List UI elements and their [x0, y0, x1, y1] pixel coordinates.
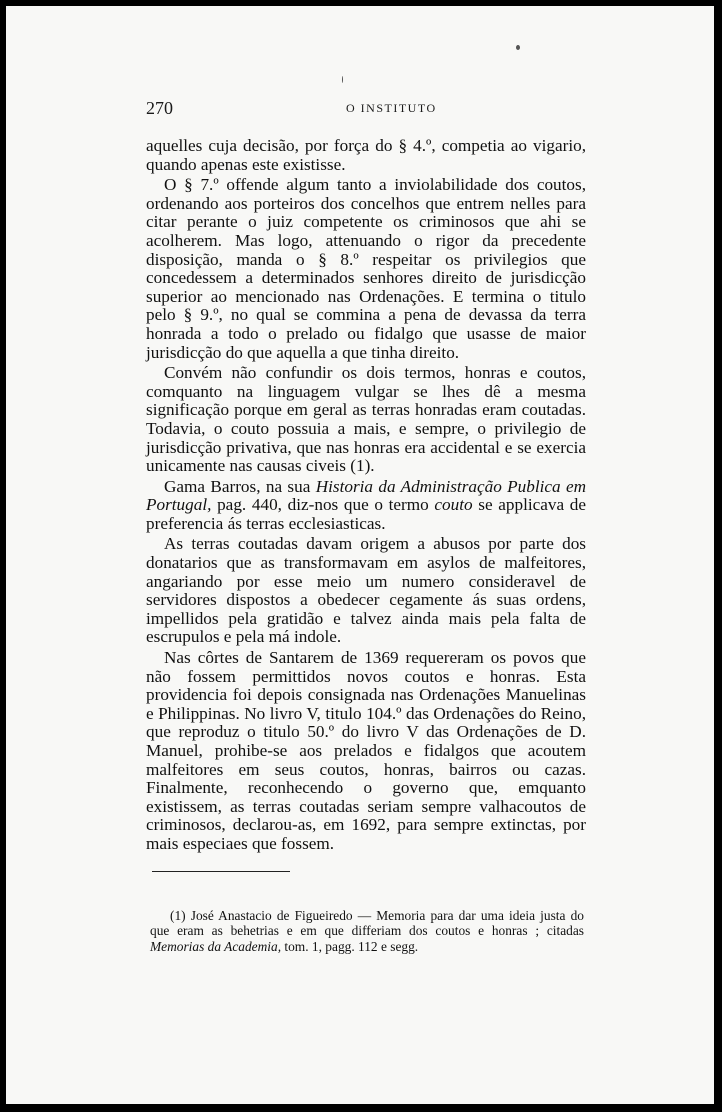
- text-run: Gama Barros, na sua: [164, 476, 316, 496]
- page-header: [146, 98, 586, 118]
- print-speck: [342, 76, 343, 83]
- text-run: tom. 1, pagg. 112 e segg.: [281, 938, 419, 954]
- book-title: Historia da Administração Publica em Portugal,: [146, 476, 586, 515]
- paragraph: [146, 478, 586, 534]
- running-head: O INSTITUTO: [346, 101, 437, 115]
- paragraph: Nas côrtes de Santarem de 1369 requereram os povos que não fossem permittidos novos coutos e honras. Esta providencia foi depois consignada nas Ordenações Manuelinas e Philippinas. No livro V, titulo 104.º das Ordenações do Reino, que reproduz o titulo 50.º do livro V das Ordenações de D. Manuel, prohibe-se aos prelados e fidalgos que acoutem malfeitores em seus coutos, honras, bairros ou cazas. Finalmente, reconhecendo o governo que, emquanto existissem, as terras coutadas seriam sempre valhacoutos de criminosos, declarou-as, em 1692, para sempre extinctas, por mais especiaes que fossem.: [146, 648, 586, 853]
- text-run: pag. 440, diz-nos que o termo: [211, 495, 435, 515]
- footnote-divider: [152, 871, 290, 872]
- paragraph: Convém não confundir os dois termos, honras e coutos, comquanto na linguagem vulgar se lhes dê a mesma significação porque em geral as terras honradas eram coutadas. Todavia, o couto possuia a mais, e sempre, o privilegio de jurisdicção privativa, que nas honras era accidental e se exercia unicamente nas causas civeis (1).: [146, 363, 586, 476]
- footnote-title: Memorias da Academia,: [150, 938, 282, 954]
- body-text: [146, 137, 586, 856]
- term: couto: [434, 495, 473, 515]
- print-speck: [516, 45, 520, 50]
- page-number: 270: [146, 98, 173, 118]
- paragraph: O § 7.º offende algum tanto a inviolabilidade dos coutos, ordenando aos porteiros dos concelhos que entrem nelles para citar perante o juiz competente os criminosos que ahi se acolherem. Mas logo, attenuando o rigor da precedente disposição, manda o § 8.º respeitar os privilegios que concedessem a determinados senhores direito de jurisdicção superior ao mencionado nas Ordenações. E termina o titulo pelo § 9.º, no qual se commina a pena de devassa da terra honrada a todo o prelado ou fidalgo que usasse de maior jurisdicção do que aquella a que tinha direito.: [146, 175, 586, 362]
- text-run: se applicava de preferencia ás terras ecclesiasticas.: [146, 495, 586, 533]
- footnote: [150, 908, 584, 954]
- text-run: (1) José Anastacio de Figueiredo — Memoria para dar uma ideia justa do que eram as behetrias e em que differiam dos coutos e honras ; citadas: [150, 908, 584, 939]
- footnote-text: [150, 908, 584, 954]
- paragraph: aquelles cuja decisão, por força do § 4.º, competia ao vigario, quando apenas este existisse.: [146, 136, 586, 174]
- book-page: [6, 6, 714, 1104]
- paragraph: As terras coutadas davam origem a abusos por parte dos donatarios que as transformavam em asylos de malfeitores, angariando por esse meio um numero consideravel de servidores dispostos a obedecer cegamente ás suas ordens, impellidos pela gratidão e talvez ainda mais pela falta de escrupulos e pela má indole.: [146, 534, 586, 647]
